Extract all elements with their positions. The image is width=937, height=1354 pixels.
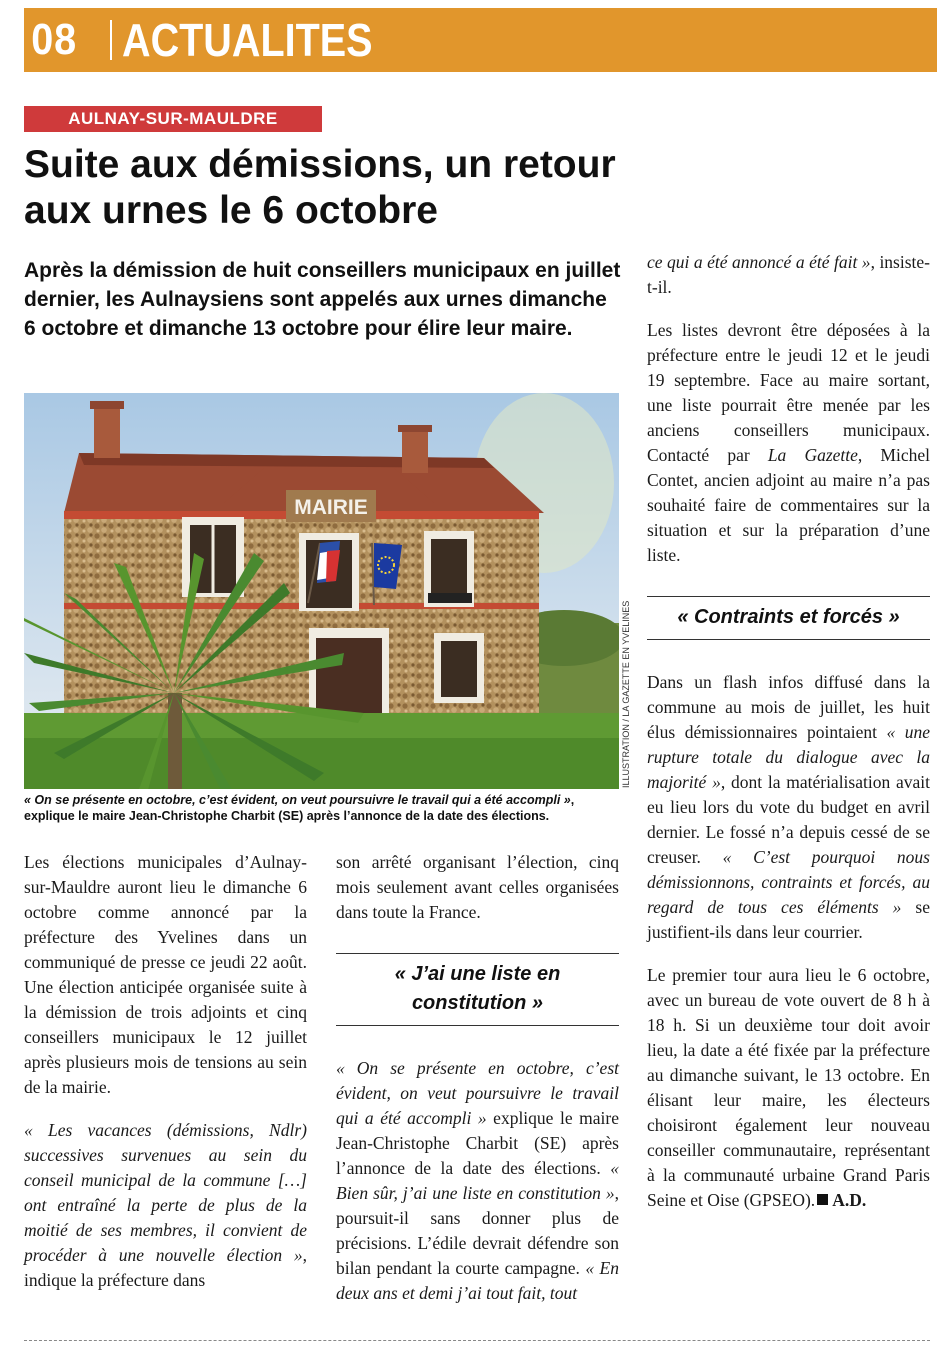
caption-text: , explique le maire Jean-Christophe Charbit (SE) après l’annonce de la date des élections. — [24, 793, 575, 823]
headline-line-1: Suite aux démissions, un retour — [24, 143, 616, 186]
photo-caption — [24, 792, 618, 824]
footer-divider — [24, 1340, 930, 1341]
paragraph-text: Le premier tour aura lieu le 6 octobre, avec un bureau de vote ouvert de 8 h à 18 h. Si un deuxième tour doit avoir lieu, la date a été fixée par la préfecture au dimanche suivant, le 13 octobre. En élisant leur maire, les électeurs choisiront également leur nouveau conseiller communautaire, représentant à la communauté urbaine Grand Paris Seine et Oise (GPSEO). — [647, 965, 930, 1210]
paragraph-text: , Michel Contet, ancien adjoint au maire n’a pas souhaité faire de commentaires sur la situation et sur la préparation d’une liste. — [647, 445, 930, 565]
article-column-3 — [647, 250, 930, 1213]
paragraph — [647, 670, 930, 945]
article-column-2 — [336, 850, 619, 1306]
councillors-quote: « une rupture totale du dialogue avec la majorité » — [647, 722, 930, 792]
councillors-quote: « C’est pourquoi nous démissionnons, contraints et forcés, au regard de tous ces éléments » — [647, 847, 930, 917]
paragraph — [336, 1056, 619, 1306]
prefecture-quote: « Les vacances (démissions, Ndlr) successives survenues au sein du conseil municipal de la commune […] ont entraîné la perte de plus de la moitié de ses membres, il convient de procéder à une nouvelle élection » — [24, 1120, 307, 1265]
paragraph: Les élections municipales d’Aulnay-sur-Mauldre auront lieu le dimanche 6 octobre comme annoncé par la préfecture des Yvelines dans un communiqué de presse ce jeudi 22 août. Une élection anticipée organisée suite à la démission de trois adjoints et cinq conseillers municipaux le 12 juillet après plusieurs mois de tensions au sein de la mairie. — [24, 852, 307, 1097]
newspaper-name: La Gazette — [767, 445, 858, 465]
location-kicker: AULNAY-SUR-MAULDRE — [24, 106, 322, 132]
paragraph-text: Dans un flash infos diffusé dans la commune au mois de juillet, les huit élus démissionnaires pointaient — [647, 672, 930, 742]
caption-quote: « On se présente en octobre, c’est évident, on veut poursuivre le travail qui a été accompli » — [24, 793, 571, 807]
article-headline — [24, 142, 664, 234]
article-lede: Après la démission de huit conseillers municipaux en juillet dernier, les Aulnaysiens sont appelés aux urnes dimanche 6 octobre et dimanche 13 octobre pour élire leur maire. — [24, 259, 621, 340]
section-banner — [24, 8, 937, 72]
headline-line-2: aux urnes le 6 octobre — [24, 189, 438, 232]
subheading: « Contraints et forcés » — [647, 596, 930, 640]
paragraph-text: se justifient-ils dans leur courrier. — [647, 897, 930, 942]
paragraph — [647, 963, 930, 1213]
end-square-icon — [817, 1194, 828, 1205]
paragraph: son arrêté organisant l’élection, cinq mois seulement avant celles organisées dans toute la France. — [336, 852, 619, 922]
banner-separator — [110, 20, 112, 60]
paragraph — [647, 250, 930, 300]
article-column-1 — [24, 850, 307, 1293]
paragraph-text: , dont la matérialisation avait eu lieu lors du vote du budget en avril dernier. Le fossé n’a depuis cessé de se creuser. — [647, 772, 930, 867]
paragraph-text: , indique la préfecture dans — [24, 1245, 307, 1290]
section-title: ACTUALITES — [122, 14, 373, 66]
author-signature: A.D. — [832, 1190, 867, 1210]
paragraph-text: Les listes devront être déposées à la préfecture entre le jeudi 12 et le jeudi 19 septembre. Face au maire sortant, une liste pourrait être menée par les anciens conseillers municipaux. Contacté par — [647, 320, 930, 465]
paragraph-text: , insiste-t-il. — [647, 252, 930, 297]
mayor-quote: ce qui a été annoncé a été fait » — [647, 252, 871, 272]
mayor-quote: « Bien sûr, j’ai une liste en constitution » — [336, 1158, 619, 1203]
page-number: 08 — [31, 15, 78, 64]
paragraph — [24, 1118, 307, 1293]
mairie-sign: MAIRIE — [294, 496, 368, 519]
town-hall-photo — [24, 393, 619, 789]
paragraph-text: , poursuit-il sans donner plus de précisions. L’édile devrait défendre son bilan pendant la courte campagne. — [336, 1183, 619, 1278]
town-hall-illustration — [24, 393, 619, 789]
paragraph — [647, 318, 930, 568]
paragraph-text: explique le maire Jean-Christophe Charbit (SE) après l’annonce de la date des élections. — [336, 1108, 620, 1178]
mayor-quote: « On se présente en octobre, c’est évident, on veut poursuivre le travail qui a été accompli » — [336, 1058, 619, 1128]
mayor-quote: « En deux ans et demi j’ai tout fait, tout — [336, 1258, 619, 1303]
photo-credit: ILLUSTRATION / LA GAZETTE EN YVELINES — [621, 600, 631, 788]
subheading: « J’ai une liste en constitution » — [336, 953, 619, 1026]
